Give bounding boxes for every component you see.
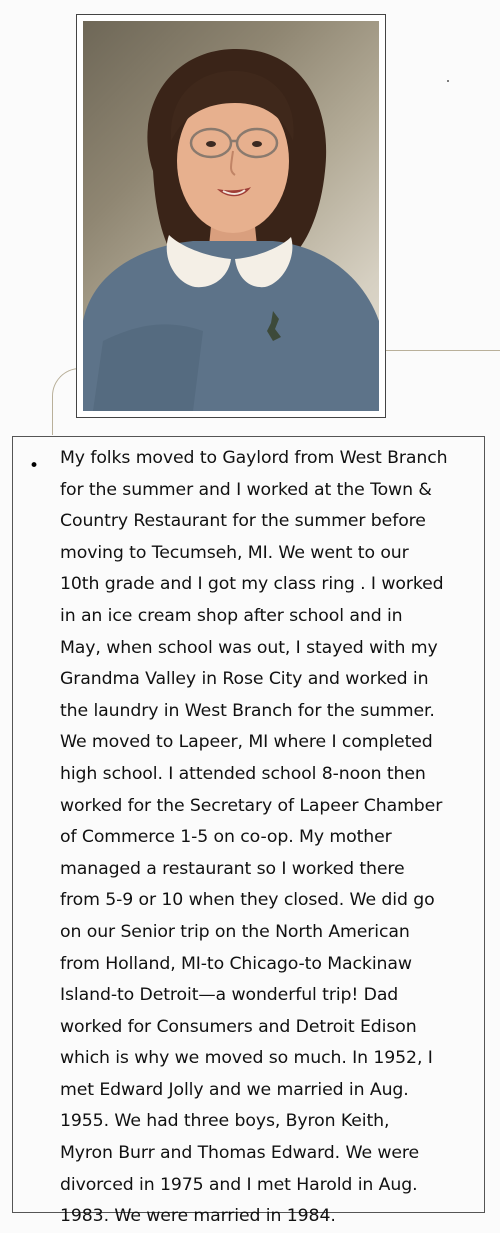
text-line: Country Restaurant for the summer before: [60, 511, 426, 532]
portrait-illustration: [83, 21, 379, 411]
text-line: Island-to Detroit—a wonderful trip! Dad: [60, 985, 399, 1006]
text-line: worked for the Secretary of Lapeer Chamber: [60, 795, 443, 816]
text-line: in an ice cream shop after school and in: [60, 605, 403, 626]
bullet-point: •: [29, 456, 40, 476]
dust-speck: [447, 80, 449, 82]
text-line: We moved to Lapeer, MI where I completed: [60, 732, 433, 753]
text-line: which is why we moved so much. In 1952, I: [60, 1048, 433, 1069]
text-line: on our Senior trip on the North American: [60, 921, 410, 942]
text-line: high school. I attended school 8-noon then: [60, 763, 426, 784]
text-line: for the summer and I worked at the Town &: [60, 479, 432, 500]
text-line: moving to Tecumseh, MI. We went to our: [60, 542, 409, 563]
text-line: from Holland, MI-to Chicago-to Mackinaw: [60, 953, 412, 974]
text-line: Myron Burr and Thomas Edward. We were: [60, 1143, 420, 1164]
text-line: Grandma Valley in Rose City and worked in: [60, 669, 429, 690]
text-line: divorced in 1975 and I met Harold in Aug.: [60, 1174, 418, 1195]
photo-frame: [76, 14, 386, 418]
connector-line-right: [385, 350, 500, 351]
text-line: from 5-9 or 10 when they closed. We did go: [60, 890, 435, 911]
text-line: 1955. We had three boys, Byron Keith,: [60, 1111, 390, 1132]
text-line: 1983. We were married in 1984.: [60, 1206, 336, 1227]
text-line: met Edward Jolly and we married in Aug.: [60, 1079, 409, 1100]
memoir-text-box: [12, 436, 485, 1227]
text-line: May, when school was out, I stayed with my: [60, 637, 438, 658]
text-line: the laundry in West Branch for the summer.: [60, 700, 435, 721]
text-line: 10th grade and I got my class ring . I worked: [60, 574, 444, 595]
text-line: managed a restaurant so I worked there: [60, 858, 405, 879]
text-line: worked for Consumers and Detroit Edison: [60, 1016, 417, 1037]
memoir-paragraph: [60, 443, 480, 1233]
portrait-photo: [83, 21, 379, 411]
text-line: of Commerce 1-5 on co-op. My mother: [60, 827, 392, 848]
text-line: My folks moved to Gaylord from West Branch: [60, 448, 448, 468]
